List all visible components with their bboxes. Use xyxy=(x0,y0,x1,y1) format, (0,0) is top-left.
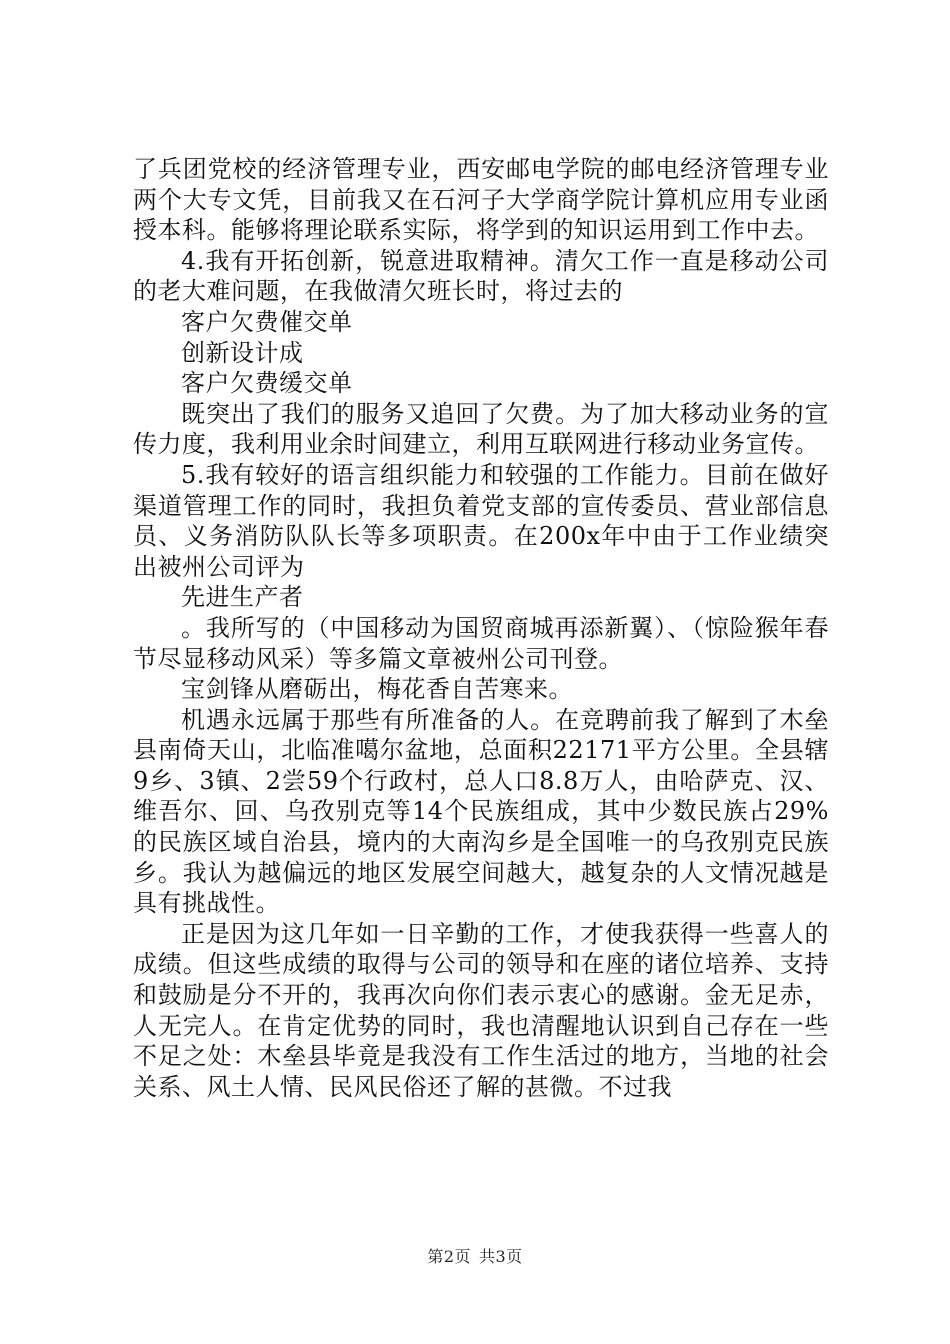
document-body xyxy=(133,154,829,1102)
page-footer xyxy=(0,1244,950,1267)
paragraph: 。我所写的（中国移动为国贸商城再添新翼）、（惊险猴年春节尽显移动风采）等多篇文章被州公司刊登。 xyxy=(133,613,829,673)
paragraph: 5.我有较好的语言组织能力和较强的工作能力。目前在做好渠道管理工作的同时，我担负着党支部的宣传委员、营业部信息员、义务消防队队长等多项职责。在200x年中由于工作业绩突出被州公司评为 xyxy=(133,460,829,581)
paragraph: 宝剑锋从磨砺出，梅花香自苦寒来。 xyxy=(181,675,573,704)
paragraph: 先进生产者 xyxy=(181,583,304,612)
paragraph: 了兵团党校的经济管理专业，西安邮电学院的邮电经济管理专业两个大专文凭，目前我又在石河子大学商学院计算机应用专业函授本科。能够将理论联系实际，将学到的知识运用到工作中去。 xyxy=(133,155,829,245)
paragraph: 正是因为这几年如一日辛勤的工作，才使我获得一些喜人的成绩。但这些成绩的取得与公司的领导和在座的诸位培养、支持和鼓励是分不开的，我再次向你们表示衷心的感谢。金无足赤，人无完人。在肯定优势的同时，我也清醒地认识到自己存在一些不足之处：木垒县毕竟是我没有工作生活过的地方，当地的社会关系、风土人情、民风民俗还了解的甚微。不过我 xyxy=(133,919,829,1101)
paragraph: 客户欠费催交单 xyxy=(181,307,353,336)
paragraph: 机遇永远属于那些有所准备的人。在竞聘前我了解到了木垒县南倚天山，北临准噶尔盆地，总面积22171平方公里。全县辖9乡、3镇、2尝59个行政村，总人口8.8万人，由哈萨克、汉、维吾尔、回、乌孜别克等14个民族组成，其中少数民族占29%的民族区域自治县，境内的大南沟乡是全国唯一的乌孜别克民族乡。我认为越偏远的地区发展空间越大，越复杂的人文情况越是具有挑战性。 xyxy=(133,705,829,918)
paragraph: 既突出了我们的服务又追回了欠费。为了加大移动业务的宣传力度，我利用业余时间建立，利用互联网进行移动业务宣传。 xyxy=(133,399,829,459)
paragraph: 客户欠费缓交单 xyxy=(181,369,353,398)
paragraph: 创新设计成 xyxy=(181,338,304,367)
page-total: 共3页 xyxy=(479,1247,523,1266)
page-number: 第2页 xyxy=(427,1247,471,1266)
paragraph: 4.我有开拓创新，锐意进取精神。清欠工作一直是移动公司的老大难问题，在我做清欠班长时，将过去的 xyxy=(133,246,829,306)
